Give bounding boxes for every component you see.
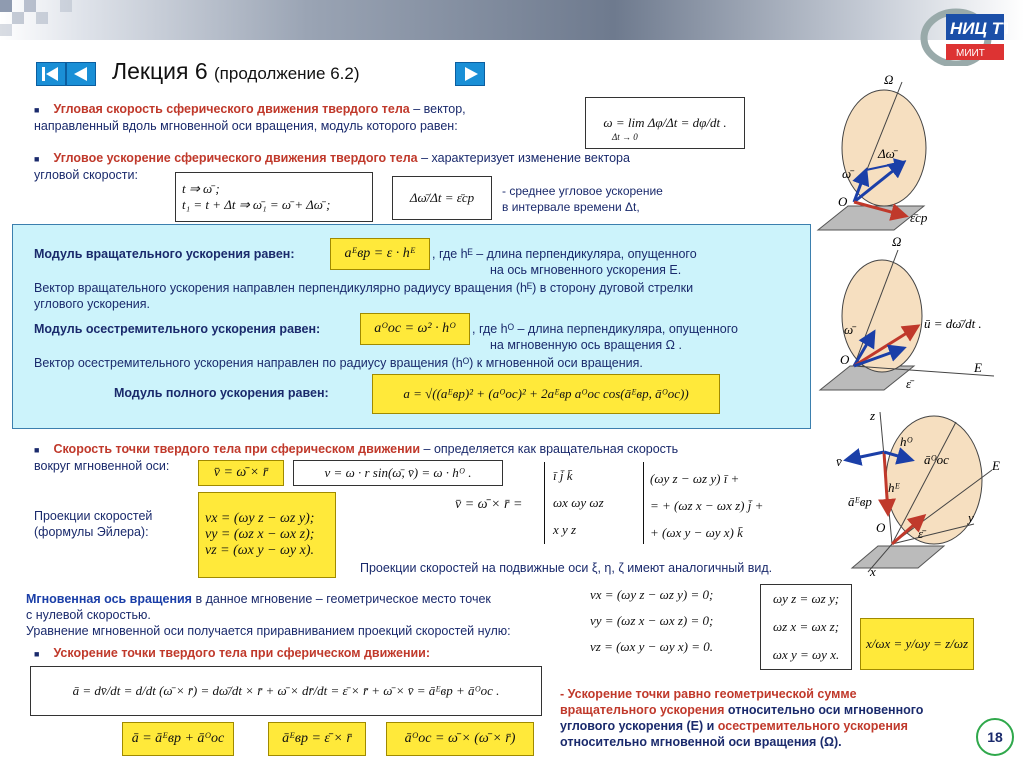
- exp-2: = + (ωz x − ωx z) j̄ +: [650, 498, 764, 513]
- logo: [916, 6, 1008, 66]
- w-label: ω̄: [842, 166, 852, 181]
- e-label: E: [992, 458, 1000, 473]
- z-label: z: [870, 408, 876, 423]
- section-angular-velocity: ■ Угловая скорость сферического движения твердого тела – вектор, направленный вдоль мгновенной оси вращения, модуль которого равен:: [34, 102, 466, 133]
- eps-label: ε̄: [906, 376, 912, 391]
- s4-r2: ωz x = ωx z;: [772, 619, 840, 634]
- det-expansion: [650, 465, 763, 546]
- formula-velocity-cross: [198, 460, 284, 486]
- s3-proj1: Проекции скоростей: [34, 509, 153, 523]
- page-number: [976, 718, 1014, 756]
- diagram-epsilon: [814, 236, 1014, 396]
- box-l3b: , где hᴼ – длина перпендикуляра, опущенного: [472, 322, 738, 336]
- s2-rest: – характеризует изменение вектора: [417, 151, 630, 165]
- formula-accel-sum: [122, 722, 234, 756]
- box-f3: aᴼос = ω² · hᴼ: [374, 321, 456, 336]
- deco-square: [12, 12, 24, 24]
- diagram-angular-acceleration: [814, 70, 940, 236]
- formula-axis-relations: [760, 584, 852, 670]
- section-point-velocity: ■ Скорость точки твердого тела при сферическом движении – определяется как вращательная скорость вокруг мгновенной оси:: [34, 442, 679, 473]
- box-l2: [34, 280, 804, 312]
- s5-y1: ā = āᴱвр + āᴼос: [131, 731, 225, 746]
- prev-slide-button[interactable]: [66, 62, 96, 86]
- box-l3c: на мгновенную ось вращения Ω .: [490, 338, 682, 352]
- s5-c1: - Ускорение точки равно геометрической сумме: [560, 687, 857, 701]
- box-f1: aᴱвр = ε · hᴱ: [344, 246, 416, 261]
- s4-line3: Уравнение мгновенной оси получается приравниванием проекций скоростей нулю:: [26, 624, 511, 638]
- w-label: ω̄: [844, 322, 854, 337]
- page-number-text: 18: [987, 729, 1003, 745]
- s3-vy: vy = (ωz x − ωx z);: [205, 527, 315, 542]
- formula-rot-accel: [330, 238, 430, 270]
- u-formula: ū = dω̄/dt .: [924, 316, 982, 331]
- formula-axis-equation: [860, 618, 974, 670]
- det-row-2: ωx ωy ωz: [553, 494, 604, 510]
- omega-label: Ω: [884, 72, 894, 87]
- s1-rest: – вектор,: [409, 102, 466, 116]
- s3-proj2: (формулы Эйлера):: [34, 525, 149, 539]
- deco-square: [0, 0, 12, 12]
- s3-vz: vz = (ωx y − ωy x).: [205, 543, 315, 558]
- det-label: v̄ = ω̄ × r̄ =: [455, 497, 523, 512]
- s2-f1b: t₁ = t + Δt ⇒ ω̄₁ = ω̄ + Δω̄ ;: [182, 197, 331, 212]
- e-label: E: [974, 360, 982, 375]
- subtitle-text: (продолжение 6.2): [214, 64, 360, 83]
- box-l1: Модуль вращательного ускорения равен:: [34, 247, 295, 261]
- s5-c2b: относительно оси мгновенного: [724, 703, 924, 717]
- formula-average-acceleration: [392, 176, 492, 220]
- determinant: [544, 462, 644, 544]
- s4-r1: ωy z = ωz y;: [772, 591, 840, 606]
- s2-f2: Δω̄/Δt = ε̄ср: [409, 190, 475, 205]
- top-banner: [0, 0, 1024, 40]
- first-slide-button[interactable]: [36, 62, 66, 86]
- avg-acceleration-note: [502, 183, 663, 215]
- formula-total-accel: [372, 374, 720, 414]
- s5-c2: вращательного ускорения: [560, 703, 725, 717]
- s2-line2: угловой скорости:: [34, 168, 138, 182]
- aoc-label: āᴼос: [924, 452, 949, 467]
- s4-hl2: геометрическое место точек: [326, 592, 491, 606]
- moving-axes-note: Проекции скоростей на подвижные оси ξ, η, ζ имеют аналогичный вид.: [360, 561, 773, 575]
- eps-label: ε̄: [918, 526, 924, 541]
- s5-y3: āᴼос = ω̄ × (ω̄ × r̄): [404, 731, 516, 746]
- eps-label: ε̄ср: [910, 210, 928, 225]
- s5-c3b: осестремительного ускорения: [717, 719, 908, 733]
- s4-line2: с нулевой скоростью.: [26, 608, 151, 622]
- next-slide-button[interactable]: [455, 62, 485, 86]
- formula-centripetal-vector: [386, 722, 534, 756]
- formula-omega-increment: [175, 172, 373, 222]
- v-label: v̄: [836, 454, 842, 469]
- s4-e2: vy = (ωz x − ωx z) = 0;: [590, 613, 714, 628]
- formula-angular-velocity: [585, 97, 745, 149]
- logo-sub: МИИТ: [956, 48, 985, 59]
- logo-text: НИЦ ТТ: [950, 19, 1008, 38]
- base-plate: [818, 206, 924, 230]
- s4-rest1: в данное мгновение –: [191, 592, 327, 606]
- s2-f1a: t ⇒ ω̄ ;: [182, 181, 220, 196]
- delta-omega-label: Δω̄: [878, 146, 895, 161]
- box-l2b: углового ускорения.: [34, 297, 151, 311]
- origin-label: O: [840, 352, 850, 367]
- section-angular-acceleration: ■ Угловое ускорение сферического движения твердого тела – характеризует изменение вектора угловой скорости:: [34, 151, 630, 182]
- box-l1c: на ось мгновенного ускорения E.: [490, 263, 682, 277]
- formula-acceleration-derivation: [30, 666, 542, 716]
- s1-line2: направленный вдоль мгновенной оси вращения, модуль которого равен:: [34, 119, 458, 133]
- s4-fin: x/ωx = y/ωy = z/ωz: [865, 636, 969, 651]
- euler-label: [34, 508, 152, 540]
- s3-line2: вокруг мгновенной оси:: [34, 459, 170, 473]
- origin-label: O: [838, 194, 848, 209]
- s4-r3: ωx y = ωy x.: [772, 647, 840, 662]
- s3-f1: v̄ = ω̄ × r̄: [213, 465, 269, 480]
- s5-c3: углового ускорения (E) и: [560, 719, 718, 733]
- s5-c4: относительно мгновенной оси вращения (Ω).: [560, 735, 842, 749]
- base-plate: [852, 546, 944, 568]
- deco-square: [24, 0, 36, 12]
- s3-rest: – определяется как вращательная скорость: [420, 442, 679, 456]
- formula-centripetal-accel: [360, 313, 470, 345]
- s4-e1: vx = (ωy z − ωz y) = 0;: [590, 587, 714, 602]
- box-l2-text: Вектор вращательного ускорения направлен перпендикулярно радиусу вращения (hᴱ) в сторону дуговой стрелки: [34, 281, 694, 295]
- s5-big: ā = dv̄/dt = d/dt (ω̄ × r̄) = dω̄/dt × r̄ + ω̄ × dr̄/dt = ε̄ × r̄ + ω̄ × v̄ = āᴱвр + āᴼос .: [72, 683, 500, 698]
- section-point-acceleration: ■ Ускорение точки твердого тела при сферическом движении:: [34, 646, 431, 660]
- s2-note1: - среднее угловое ускорение: [502, 184, 663, 198]
- acceleration-conclusion: [560, 686, 970, 750]
- origin-label: O: [876, 520, 886, 535]
- ho-label: hᴼ: [900, 434, 913, 449]
- omega-label: Ω: [892, 236, 902, 249]
- exp-1: (ωy z − ωz y) ī +: [650, 471, 740, 486]
- deco-square: [0, 24, 12, 36]
- s5-heading: Ускорение точки твердого тела при сферическом движении:: [53, 646, 431, 660]
- y-label: y: [968, 510, 974, 525]
- s3-f2: v = ω · r sin(ω̄, v̄) = ω · hᴼ .: [324, 465, 472, 480]
- s2-heading: Угловое ускорение сферического движения твердого тела: [53, 151, 418, 165]
- box-f5: a = √((aᴱвр)² + (aᴼос)² + 2aᴱвр aᴼос cos(āᴱвр, āᴼос)): [403, 386, 689, 401]
- deco-square: [36, 12, 48, 24]
- page-title: [112, 58, 360, 85]
- avr-label: āᴱвр: [848, 494, 872, 509]
- s5-y2: āᴱвр = ε̄ × r̄: [282, 731, 352, 746]
- formula-euler: [198, 492, 336, 578]
- formula-rot-accel-vector: [268, 722, 366, 756]
- s4-heading: Мгновенная ось вращения: [26, 592, 192, 606]
- title-text: Лекция 6: [112, 58, 208, 84]
- box-l5: Модуль полного ускорения равен:: [114, 386, 329, 400]
- diagram-point-acceleration: [828, 408, 1008, 580]
- s3-heading: Скорость точки твердого тела при сферическом движении: [53, 442, 421, 456]
- v-vector: [846, 452, 884, 460]
- x-label: x: [870, 564, 876, 579]
- s1-heading: Угловая скорость сферического движения твердого тела: [53, 102, 410, 116]
- box-l1b: , где hᴱ – длина перпендикуляра, опущенного: [432, 247, 697, 261]
- s1-formula: ω = lim Δφ/Δt = dφ/dt .: [603, 115, 727, 130]
- box-l4: Вектор осестремительного ускорения направлен по радиусу вращения (hᴼ) к мгновенной оси вращения.: [34, 356, 643, 370]
- he-label: hᴱ: [888, 480, 900, 495]
- deco-square: [60, 0, 72, 12]
- section-instant-axis: [26, 591, 586, 639]
- det-row-3: x y z: [553, 522, 577, 538]
- s2-note2: в интервале времени Δt,: [502, 200, 640, 214]
- lim-subscript: Δt → 0: [612, 132, 638, 142]
- s3-vx: vx = (ωy z − ωz y);: [205, 511, 315, 526]
- zero-velocity-eqs: [590, 582, 713, 660]
- formula-velocity-modulus: [293, 460, 503, 486]
- s4-e3: vz = (ωx y − ωy x) = 0.: [590, 639, 713, 654]
- exp-3: + (ωx y − ωy x) k̄: [650, 525, 743, 540]
- det-row-1: ī j̄ k̄: [553, 467, 573, 483]
- box-l3: Модуль осестремительного ускорения равен:: [34, 322, 321, 336]
